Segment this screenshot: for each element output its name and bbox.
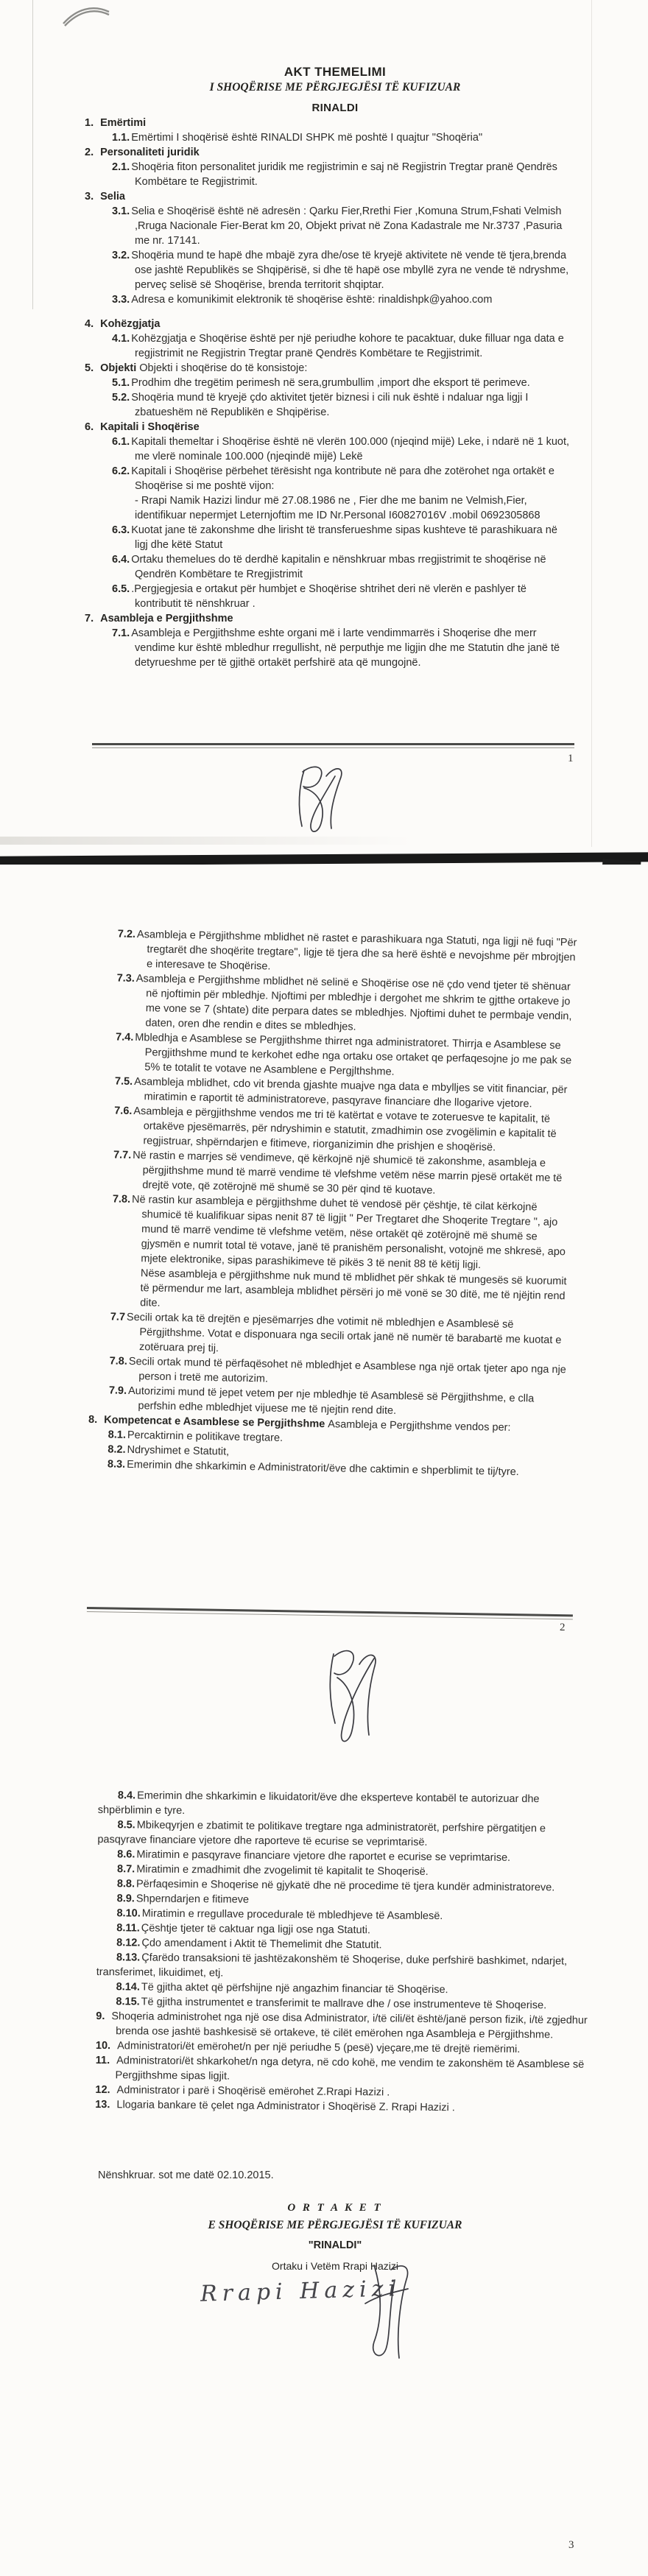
- page-number: 3: [568, 2539, 574, 2551]
- item-text: Kapitali themeltar i Shoqërise është në vlerën 100.000 (njeqind mijë) Leke, i ndarë në 1 kuot, me vlerë nominale 100.000 (njeqindë mijë) Lekë: [131, 436, 570, 462]
- item-text: Prodhim dhe tregëtim perimesh në sera,grumbullim ,import dhe eksport të perimeve.: [131, 377, 530, 389]
- list-item: [85, 390, 571, 420]
- item-number: 4.: [85, 318, 94, 330]
- item-text: Çfarëdo transaksioni të jashtëzakonshëm të Shoqerise, duke perfshirë bashkimet, ndarjet, transferimet, likuidimet, etj.: [96, 1952, 568, 1979]
- item-text: Ortaku themelues do të derdhë kapitalin e nënshkruar mbas rregjistrimit te shoqërise në Qendrën Kombëtare te Rregjistrimit: [131, 554, 546, 580]
- item-text: Asambleja e përgjithshme vendos me tri të katërtat e votave te zoteruesve te kapitalit, të ortakëve pjesëmarrës, për ndryshimin e statutit, zmadhimin ose zvogëlimin e kapitalit të regjistruar, shpërndarjen e fitimeve, riorganizimin dhe prishjen e shoqërisë.: [133, 1105, 557, 1154]
- item-number: 11.: [95, 2054, 110, 2067]
- scan-edge-line-left: [32, 0, 33, 309]
- list-item: [85, 464, 571, 493]
- item-text: Percaktirnin e politikave tregtare.: [127, 1429, 284, 1444]
- scan-smear-artifact: [0, 837, 412, 845]
- item-number: 6.2.: [112, 465, 130, 477]
- list-item: [85, 626, 571, 670]
- item-text: Asambleja e Përgjithshme mblidhet në rastet e parashikuara nga Statuti, nga ligji në fuqi "Për tregtarët dhe shoqërite tregtare", ligje të tjera dhe sa herë është e nevojshme për mbrojtjen e interesave te Shoqërise.: [136, 929, 577, 973]
- item-number: 8.3.: [107, 1458, 126, 1471]
- item-heading: Personaliteti juridik: [100, 147, 200, 158]
- company-name: RINALDI: [311, 102, 359, 114]
- item-number: 8.: [88, 1413, 98, 1426]
- item-number: 8.15.: [116, 1996, 140, 2008]
- item-number: 3.: [85, 191, 94, 203]
- item-number: 8.10.: [116, 1907, 141, 1920]
- item-number: 2.1.: [112, 161, 130, 173]
- item-text: Shoqeria administrohet nga një ose disa Administrator, i/të cili/ët është/janë person fizik, i/të zgjedhur brenda ose jashtë bashkesisë së ortakeve, të cilët emërohen nga Asambleja e Përgjithshme.: [111, 2010, 588, 2041]
- item-text: Miratimin e pasqyrave financiare vjetore dhe raportet e ecurise se veprimtarise.: [136, 1848, 511, 1864]
- item-number: 3.3.: [112, 294, 130, 306]
- item-text: Të gjitha aktet që përfshijne një angazhim financiar të Shoqërise.: [141, 1981, 448, 1996]
- item-number: 7.: [85, 613, 94, 624]
- item-text: - Rrapi Namik Hazizi lindur më 27.08.1986 ne , Fier dhe me banim ne Velmish,Fier, identifikuar nepermjet Leternjoftim me ID Nr.Personal I60827016V .mobil 0692305868: [135, 495, 540, 521]
- item-number: 13.: [95, 2098, 110, 2111]
- list-item: [85, 130, 571, 145]
- item-heading: Kompetencat e Asamblese se Pergjithshme: [104, 1414, 328, 1431]
- item-number: 5.: [85, 362, 94, 374]
- item-heading: Asambleja e Pergjithshme: [100, 613, 233, 624]
- item-text: Përfaqesimin e Shoqerise në gjykatë dhe në procedime të tjera kundër administratoreve.: [135, 1878, 555, 1894]
- list-item: [85, 160, 571, 189]
- item-number: 6.1.: [112, 436, 130, 448]
- list-item: [85, 582, 571, 611]
- list-item: [85, 523, 571, 552]
- item-number: 3.1.: [112, 205, 130, 217]
- item-number: 2.: [85, 147, 94, 158]
- document-subtitle: I SHOQËRISE ME PËRGJEGJËSI TË KUFIZUAR: [209, 81, 461, 94]
- item-text: Mbledhja e Asamblese se Pergjithshme thirret nga administratoret. Thirrja e Asamblese se Pergjithshme mund te kerkohet edhe nga ortaku ose ortaket qe perfaqesojne jo me pak se 5% te totalit te votave ne Asamblene e Pergjlthshme.: [135, 1031, 572, 1078]
- item-number: 5.2.: [112, 392, 130, 404]
- list-item: [85, 493, 571, 523]
- item-number: 7.7: [110, 1311, 126, 1323]
- signature-scribble: [352, 2259, 415, 2373]
- item-heading: Kohëzgjatja: [100, 318, 161, 330]
- handwritten-name: Rrapi Hazizi: [200, 2276, 401, 2307]
- item-text: Adresa e komunikimit elektronik të shoqërise është: rinaldishpk@yahoo.com: [131, 294, 493, 306]
- item-text: Çështje tjeter të caktuar nga ligji ose nga Statuti.: [141, 1922, 370, 1937]
- page-number: 1: [568, 753, 574, 764]
- item-text: Kuotat jane të zakonshme dhe lirisht të transferueshme sipas kushteve të parashikuara në ligj dhe këtë Statut: [131, 524, 557, 551]
- item-heading: Selia: [100, 191, 125, 203]
- item-number: 8.5.: [117, 1819, 135, 1831]
- item-heading: Kapitali i Shoqërise: [100, 421, 200, 433]
- document-title-block: [66, 65, 604, 114]
- item-number: 7.7.: [113, 1149, 132, 1161]
- item-number: 8.8.: [116, 1878, 135, 1890]
- item-number: 8.2.: [108, 1443, 126, 1456]
- signature-scribble: [315, 1644, 386, 1758]
- item-text: Asambleja mblidhet, cdo vit brenda gjashte muajve nga data e mbylljes se vitit financiar, për miratimin e raportit të administratoreve, pasqyrave financiare dhe llogarive vjetore.: [133, 1075, 568, 1111]
- item-text: Secili ortak mund të përfaqësohet në mbledhjet e Asamblese nga një ortak tjeter apo nga nje person i tretë me autorizim.: [128, 1355, 566, 1385]
- list-item: [85, 376, 571, 390]
- list-item: [85, 317, 571, 331]
- item-heading: Objekti: [100, 362, 140, 374]
- list-item: [85, 145, 571, 160]
- list-item: [85, 331, 571, 361]
- item-number: 7.3.: [116, 972, 135, 985]
- item-number: 6.3.: [112, 524, 130, 536]
- list-item: [96, 2009, 588, 2043]
- item-text: Llogaria bankare të çelet nga Administrator i Shoqërisë Z. Rrapi Hazizi .: [116, 2099, 455, 2114]
- list-item: [85, 420, 571, 434]
- item-number: 8.12.: [116, 1937, 141, 1949]
- item-number: 7.6.: [114, 1105, 133, 1117]
- item-number: 3.2.: [112, 250, 130, 261]
- item-number: 6.4.: [112, 554, 130, 566]
- closing-subheading: E SHOQËRISE ME PËRGJEGJËSI TË KUFIZUAR: [208, 2219, 462, 2231]
- item-text: Selia e Shoqërisë është në adresën : Qarku Fier,Rrethi Fier ,Komuna Strum,Fshati Velmish ,Rruga Nacionale Fier-Berat km 20, Objekt privat në Zona Kadastrale me Nr.3737 ,Pasuria me nr. 17141.: [131, 205, 563, 247]
- item-number: 8.14.: [116, 1981, 140, 1993]
- item-number: 8.11.: [116, 1922, 140, 1935]
- list-item: [85, 116, 571, 130]
- item-number: 7.5.: [114, 1075, 133, 1088]
- item-text: Mbikeqyrjen e zbatimit te politikave tregtare nga administratorët, perfshire përgatitjen e pasqyrave financiare vjetore dhe raporteve të ecurise se veprimtarisë.: [97, 1819, 546, 1848]
- item-number: 7.8.: [109, 1355, 128, 1368]
- item-number: 8.4.: [117, 1790, 136, 1802]
- item-text: Emerimin dhe shkarkimin e Administratorit/ëve dhe caktimin e shperblimit te tij/tyre.: [127, 1458, 519, 1479]
- item-number: 1.1.: [112, 132, 130, 144]
- closing-heading: O R T A K E T: [287, 2202, 383, 2214]
- item-text: .Pergjegjesia e ortakut për humbjet e Shoqërise shtrihet deri në vlerën e pashlyer të kontributit të nënshkruar .: [131, 583, 526, 610]
- page1-article-list: [85, 116, 571, 670]
- item-text: Në rastin e marrjes së vendimeve, që kërkojnë një shumicë të zakonshme, asambleja e përgjithshme mund të marrë vendime të vlefshme vetëm nëse marrin pjesë ortakët me të drejtë vote, që zotërojnë më shumë se 30 për qind të kuotave.: [133, 1149, 563, 1197]
- pen-mark-artifact: [60, 1, 112, 32]
- item-text: Nëse asambleja e përgjithshme nuk mund të mblidhet për shkak të mungesës së kuorumit të përmendur me lart, asambleja mblidhet përsëri jo më vonë se 30 ditë, me të njëjtin rend dite.: [140, 1267, 567, 1309]
- list-item: [85, 204, 571, 248]
- list-item: [96, 971, 579, 1039]
- scan-edge-line-right: [591, 0, 592, 847]
- list-item: [85, 552, 571, 582]
- item-text: Autorizimi mund të jepet vetem per nje mbledhje të Asamblesë së Përgjithshme, e clla perfshin edhe mbledhjet vijuese me të njejtin rend dite.: [127, 1384, 535, 1417]
- item-number: 9.: [96, 2010, 105, 2023]
- item-number: 7.1.: [112, 627, 130, 639]
- item-number: 6.: [85, 421, 94, 433]
- page-divider-rule: [87, 1607, 573, 1619]
- item-text: Secili ortak ka të drejtën e pjesëmarrjes dhe votimit në mbledhjen e Asamblesë së Përgjithshme. Votat e disponuara nga secili ortak janë në numër të barabartë me kuotat e zotëruara prej tij.: [126, 1311, 562, 1355]
- item-number: 10.: [95, 2039, 111, 2052]
- item-text: Shoqëria mund te hapë dhe mbajë zyra dhe/ose të kryejë aktivitete në vende të tjera,brenda ose jashtë Republikës se Shqipërisë, si dhe të hapë ose mbyllë zyra ne vende të ndryshme, perveç selisë së Shoqërise, brenda territorit shqiptar.: [131, 250, 569, 291]
- item-number: 5.1.: [112, 377, 130, 389]
- list-item: [91, 1192, 575, 1275]
- item-text: Kohëzgjatja e Shoqërise është per një periudhe kohore te pacaktuar, duke filluar nga data e regjistrimit ne Regjistrin Tregtar pranë Qendrës Kombëtare te Regjistrimit.: [131, 333, 564, 359]
- item-text: Shoqëria fiton personalitet juridik me regjistrimin e saj në Regjistrin Tregtar pranë Qendrës Kombëtare te Regjistrimit.: [131, 161, 557, 188]
- list-item: [85, 361, 571, 376]
- page3-article-list: [95, 1788, 590, 2116]
- list-item: [85, 434, 571, 464]
- document-page-2: [0, 865, 648, 1767]
- signature-scribble: [284, 759, 351, 843]
- item-number: 6.5.: [112, 583, 130, 595]
- item-text: Asambleja e Pergjithshme vendos per:: [328, 1418, 511, 1434]
- item-number: 12.: [95, 2083, 110, 2097]
- item-text: Miratimin e rregullave procedurale të mbledhjeve të Asamblesë.: [141, 1907, 443, 1923]
- document-page-1: [0, 0, 648, 854]
- item-text: Objekti i shoqërise do të konsistoje:: [139, 362, 308, 374]
- item-number: 7.2.: [117, 928, 136, 940]
- list-item: [98, 1788, 590, 1822]
- item-text: Shoqëria mund të kryejë çdo aktivitet tjetër biznesi i cili nuk është i ndaluar nga ligji I zbatueshëm në Republikën e Shqipërise.: [131, 392, 529, 418]
- page-number: 2: [560, 1622, 566, 1633]
- item-number: 4.1.: [112, 333, 130, 345]
- item-number: 7.8.: [112, 1193, 131, 1206]
- item-text: Në rastin kur asambleja e përgjithshme duhet të vendosë për çështje, të cilat kërkojnë shumicë të kualifikuar sipas nenit 87 të ligjit " Per Tregtaret dhe Shoqerite Tregtare ", ajo mund të marrë vendime të vlefshme vetëm, nëse ortakët që zotërojnë më shumë se gjysmën e numrit total të votave, janë të pranishëm personalisht, votojnë me shkresë, apo mjete elektronike, sipas parashikimeve të pikës 3 të nenit 88 të këtij ligji.: [131, 1193, 566, 1272]
- item-heading: Emërtimi: [100, 117, 147, 129]
- list-item: [96, 1950, 588, 1984]
- closing-company-name: "RINALDI": [308, 2239, 362, 2251]
- item-text: Asambleja e Pergjithshme mblidhet në selinë e Shoqërise ose në çdo vend tjeter të shënuar në njoftimin për mbledhje. Njoftimi per mbledhje i dergohet me shkrim te gjtthe ortakeve jo me vone se 7 (shtate) dite perpara dates se mbledhjes. Njoftimi duhet te permbaje vendin, daten, oren dhe rendin e dites se mbledhjes.: [135, 973, 572, 1033]
- item-number: 1.: [85, 117, 94, 129]
- item-text: Administratori/ët emërohet/n per një periudhe 5 (pesë) vjeçare,me të drejtë riemërimi.: [117, 2040, 521, 2056]
- list-item: [96, 2053, 588, 2087]
- item-text: Administrator i parë i Shoqërisë emërohet Z.Rrapi Hazizi .: [116, 2084, 390, 2099]
- item-text: Të gjitha instrumentet e transferimit te mallrave dhe / ose instrumenteve të Shoqerise.: [141, 1996, 547, 2012]
- item-number: 8.7.: [116, 1863, 135, 1876]
- item-number: 7.4.: [115, 1031, 134, 1044]
- list-item: [85, 611, 571, 626]
- item-number: 8.1.: [108, 1429, 127, 1441]
- list-item: [85, 189, 571, 204]
- item-text: Kapitali i Shoqërise përbehet tërësisht nga kontribute në para dhe zotërohet nga ortakët e Shoqërise si me poshtë vijon:: [131, 465, 554, 492]
- item-text: Emërtimi I shoqërisë është RINALDI SHPK më poshtë I quajtur "Shoqëria": [131, 132, 483, 144]
- document-title: AKT THEMELIMI: [284, 65, 387, 79]
- item-number: 8.13.: [116, 1952, 141, 1964]
- item-text: Miratimin e zmadhimit dhe zvogelimit të kapitalit te Shoqerisë.: [136, 1863, 429, 1878]
- item-text: Çdo amendament i Aktit të Themelimit dhe Statutit.: [141, 1937, 382, 1952]
- document-page-3: [0, 1767, 648, 2576]
- list-item: [97, 1817, 589, 1851]
- item-text: Administratori/ët shkarkohet/n nga detyra, në cdo kohë, me vendim te zakonshëm të Asamblese së Pergjithshme sipas ligjit.: [115, 2055, 585, 2083]
- page2-article-list: [88, 926, 580, 1480]
- item-number: 7.9.: [108, 1384, 127, 1397]
- item-number: 8.9.: [116, 1893, 135, 1905]
- signature-date-line: Nënshkruar. sot me datë 02.10.2015.: [98, 2169, 274, 2181]
- scan-edge-band: [0, 852, 648, 865]
- item-text: Ndryshimet e Statutit,: [127, 1443, 230, 1458]
- page-divider-rule: [92, 743, 574, 748]
- item-text: Emerimin dhe shkarkimin e likuidatorit/ëve dhe eksperteve kontabël te autorizuar dhe shpërblimin e tyre.: [97, 1790, 540, 1817]
- item-text: Shperndarjen e fitimeve: [135, 1893, 250, 1906]
- sole-partner-line: Ortaku i Vetëm Rrapi Hazizi: [272, 2260, 398, 2272]
- list-item: [85, 292, 571, 307]
- item-text: Asambleja e Pergjithshme eshte organi më i larte vendimmarrës i Shoqerise dhe merr vendime kur është mbledhur rregullisht, në perputhje me ligjin dhe me Statutin dhe janë të detyrueshme per të gjithë ortakët perfshirë ata që mungojnë.: [131, 627, 560, 669]
- item-number: 8.6.: [117, 1848, 135, 1861]
- list-item: [85, 248, 571, 292]
